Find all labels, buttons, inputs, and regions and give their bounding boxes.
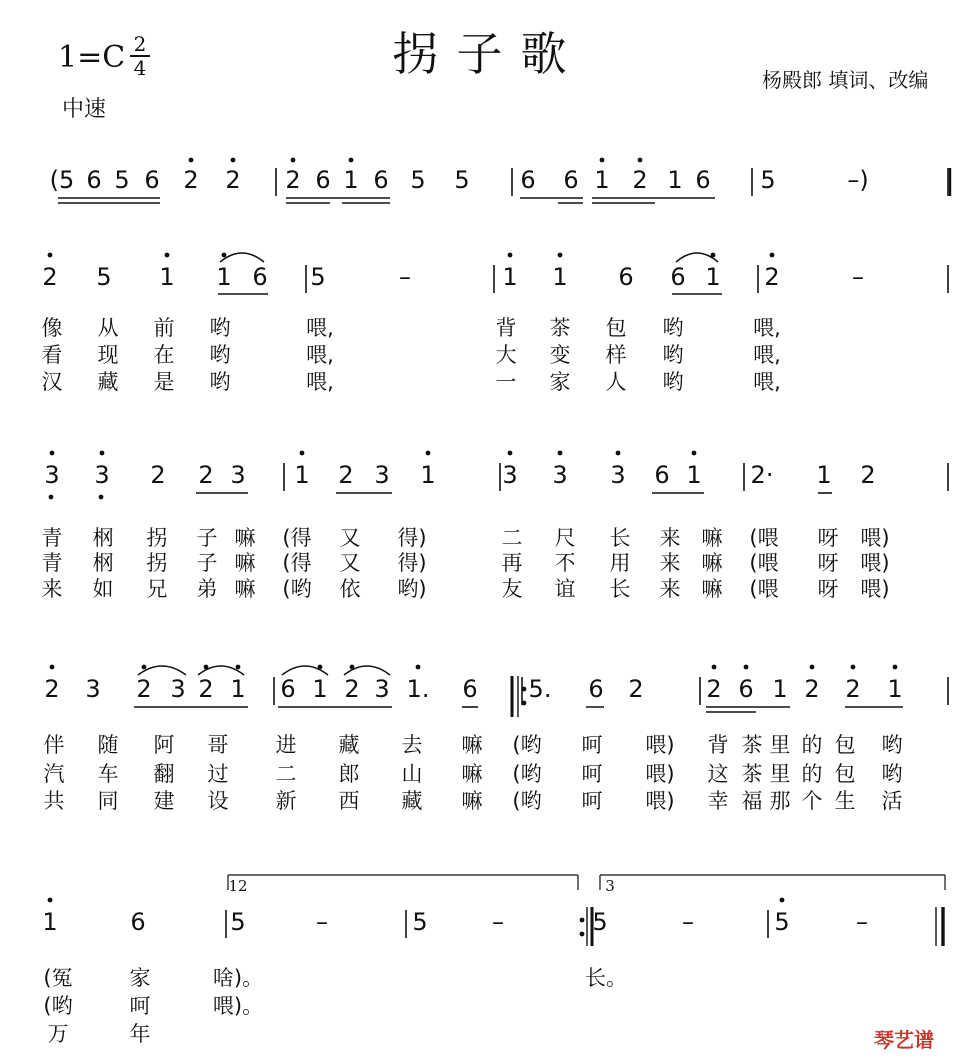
lyric-syllable: 喂) (860, 551, 890, 575)
note: 6 (144, 166, 160, 194)
note: 2 (845, 675, 861, 703)
high-octave-dot (558, 253, 563, 258)
lyric-syllable: 喂, (306, 316, 334, 340)
high-octave-dot (165, 253, 170, 258)
note: 3 (94, 461, 110, 489)
volta-label-1: 12 (228, 877, 248, 895)
lyric-syllable: 进 (275, 733, 297, 757)
lyric-syllable: 哟 (209, 343, 231, 367)
lyric-syllable: (得 (282, 551, 312, 575)
note: 1 (502, 263, 518, 291)
lyric-syllable: 样 (605, 343, 627, 367)
note: 6 (670, 263, 686, 291)
note: – (492, 908, 504, 936)
lyric-syllable: 来 (659, 526, 681, 550)
high-octave-dot (712, 665, 717, 670)
high-octave-dot (508, 253, 513, 258)
high-octave-dot (770, 253, 775, 258)
lyric-syllable: 一 (495, 370, 517, 394)
lyric-syllable: 建 (153, 789, 175, 813)
note: 2 (198, 675, 214, 703)
high-octave-dot (300, 451, 305, 456)
lyric-syllable: 呵 (581, 762, 603, 786)
lyric-syllable: (冤 (43, 966, 73, 990)
lyric-syllable: 背 (707, 733, 729, 757)
low-octave-dot (49, 495, 54, 500)
lyric-syllable: 呀 (817, 526, 839, 550)
note: 6 (654, 461, 670, 489)
lyric-syllable: 青 (41, 526, 63, 550)
note: 1. (406, 675, 430, 703)
high-octave-dot (810, 665, 815, 670)
repeat-dot (580, 932, 585, 937)
lyric-syllable: 嘛 (461, 789, 483, 813)
note: 1 (420, 461, 436, 489)
high-octave-dot (291, 158, 296, 163)
lyric-syllable: 新 (275, 789, 297, 813)
lyric-syllable: 嘛 (234, 526, 256, 550)
note: 2 (150, 461, 166, 489)
note: 1 (343, 166, 359, 194)
high-octave-dot (508, 451, 513, 456)
lyric-syllable: 喂)。 (212, 994, 264, 1018)
note: 3 (610, 461, 626, 489)
lyric-syllable: 去 (401, 733, 423, 757)
lyric-syllable: 变 (549, 343, 571, 367)
song-title: 拐子歌 (392, 27, 585, 81)
lyric-syllable: 包 (605, 316, 627, 340)
high-octave-dot (100, 451, 105, 456)
note: 3 (44, 461, 60, 489)
lyric-syllable: 长。 (585, 966, 627, 990)
lyric-syllable: 兄 (146, 577, 168, 601)
lyric-syllable: (哟 (512, 733, 542, 757)
lyric-syllable: 弟 (196, 577, 218, 601)
lyric-syllable: 车 (97, 762, 119, 786)
watermark-text: 琴艺谱 (874, 1028, 934, 1052)
note: 5 (230, 908, 246, 936)
note: 2 (344, 675, 360, 703)
note: 1 (230, 675, 246, 703)
lyric-syllable: 山 (401, 762, 423, 786)
lyric-syllable: 子 (196, 551, 218, 575)
high-octave-dot (638, 158, 643, 163)
lyric-syllable: 藏 (401, 789, 423, 813)
note: (5 (49, 166, 75, 194)
lyric-syllable: 的 (801, 733, 823, 757)
lyric-syllable: 同 (97, 789, 119, 813)
note: – (316, 908, 328, 936)
note: 6 (130, 908, 146, 936)
lyric-syllable: 藏 (338, 733, 360, 757)
note: 2 (225, 166, 241, 194)
lyric-syllable: 喂, (753, 343, 781, 367)
lyric-syllable: 家 (549, 370, 571, 394)
note: 1 (667, 166, 683, 194)
high-octave-dot (558, 451, 563, 456)
lyric-syllable: 又 (339, 526, 361, 550)
note: – (682, 908, 694, 936)
note: 6 (373, 166, 389, 194)
lyric-syllable: 人 (605, 370, 627, 394)
lyric-syllable: 是 (153, 370, 175, 394)
note: 5 (96, 263, 112, 291)
high-octave-dot (744, 665, 749, 670)
lyric-syllable: 得) (397, 551, 427, 575)
lyric-syllable: 随 (97, 733, 119, 757)
note: 3 (374, 461, 390, 489)
note: 5. (528, 675, 552, 703)
lyric-syllable: (得 (282, 526, 312, 550)
note: 2 (183, 166, 199, 194)
lyric-syllable: 哟 (881, 733, 903, 757)
note: 2 (764, 263, 780, 291)
lyric-syllable: 活 (881, 789, 903, 813)
note: 2 (628, 675, 644, 703)
note: 2 (285, 166, 301, 194)
lyric-syllable: 哟 (662, 343, 684, 367)
note: 5 (760, 166, 776, 194)
lyric-syllable: 嘛 (461, 733, 483, 757)
lyric-syllable: 汽 (43, 762, 65, 786)
repeat-dot (522, 687, 527, 692)
note: 1 (552, 263, 568, 291)
lyric-syllable: 嘛 (701, 551, 723, 575)
lyric-syllable: (哟 (512, 762, 542, 786)
note: 2 (136, 675, 152, 703)
lyric-syllable: 二 (275, 762, 297, 786)
note: – (856, 908, 868, 936)
lyric-syllable: 茶 (741, 762, 763, 786)
lyric-syllable: 喂) (645, 762, 675, 786)
repeat-dot (580, 918, 585, 923)
lyric-syllable: 哟) (397, 577, 427, 601)
lyric-syllable: 呵 (129, 994, 151, 1018)
lyric-syllable: 嘛 (701, 526, 723, 550)
lyric-syllable: 二 (501, 526, 523, 550)
note: 3 (502, 461, 518, 489)
lyric-syllable: 共 (43, 789, 65, 813)
lyric-syllable: 谊 (554, 577, 576, 601)
note: 3 (552, 461, 568, 489)
lyric-syllable: 家 (129, 966, 151, 990)
lyric-syllable: 来 (659, 577, 681, 601)
note: 6 (462, 675, 478, 703)
lyric-syllable: 在 (153, 343, 175, 367)
lyric-syllable: 青 (41, 551, 63, 575)
high-octave-dot (48, 898, 53, 903)
high-octave-dot (426, 451, 431, 456)
high-octave-dot (50, 451, 55, 456)
note: 1 (42, 908, 58, 936)
lyric-syllable: 依 (339, 577, 361, 601)
note: 5 (774, 908, 790, 936)
time-signature-bottom: 4 (133, 56, 147, 80)
slur (220, 253, 264, 262)
note: – (399, 263, 411, 291)
lyric-syllable: 大 (495, 343, 517, 367)
lyric-syllable: 㭎 (92, 526, 114, 550)
lyric-syllable: 郎 (338, 762, 360, 786)
high-octave-dot (189, 158, 194, 163)
note: 2 (804, 675, 820, 703)
lyric-syllable: 幸 (707, 789, 729, 813)
note: 6 (738, 675, 754, 703)
note: 5 (114, 166, 130, 194)
lyric-syllable: 呵 (581, 733, 603, 757)
lyric-syllable: 哟 (662, 370, 684, 394)
note: 1 (216, 263, 232, 291)
note: 6 (86, 166, 102, 194)
note: 3 (85, 675, 101, 703)
lyric-syllable: 福 (741, 789, 763, 813)
note: 6 (520, 166, 536, 194)
high-octave-dot (142, 665, 147, 670)
high-octave-dot (416, 665, 421, 670)
lyric-syllable: 嘛 (461, 762, 483, 786)
lyric-syllable: 㭎 (92, 551, 114, 575)
lyric-syllable: 藏 (97, 370, 119, 394)
low-octave-dot (99, 495, 104, 500)
lyric-syllable: 呀 (817, 577, 839, 601)
note: 3 (170, 675, 186, 703)
lyric-syllable: 喂) (645, 733, 675, 757)
lyric-syllable: 来 (41, 577, 63, 601)
note: 6 (280, 675, 296, 703)
note: 2· (750, 461, 774, 489)
lyric-syllable: 呵 (581, 789, 603, 813)
note: 2 (338, 461, 354, 489)
lyric-syllable: 设 (207, 789, 229, 813)
lyric-syllable: 年 (129, 1022, 151, 1046)
note: 2 (198, 461, 214, 489)
lyric-syllable: 再 (501, 551, 523, 575)
lyric-syllable: 背 (495, 316, 517, 340)
high-octave-dot (893, 665, 898, 670)
lyric-syllable: 来 (659, 551, 681, 575)
lyric-syllable: 拐 (146, 526, 168, 550)
lyric-syllable: 里 (769, 762, 791, 786)
note: 1 (887, 675, 903, 703)
note: 5 (412, 908, 428, 936)
lyric-syllable: 喂, (753, 316, 781, 340)
lyric-syllable: 里 (769, 733, 791, 757)
lyric-syllable: 从 (97, 316, 119, 340)
high-octave-dot (231, 158, 236, 163)
high-octave-dot (222, 253, 227, 258)
note: 2 (706, 675, 722, 703)
high-octave-dot (780, 898, 785, 903)
lyric-syllable: 茶 (741, 733, 763, 757)
note: 6 (588, 675, 604, 703)
lyric-syllable: 喂, (753, 370, 781, 394)
note: 2 (860, 461, 876, 489)
lyric-syllable: 喂) (860, 526, 890, 550)
lyric-syllable: 又 (339, 551, 361, 575)
lyric-syllable: 得) (397, 526, 427, 550)
lyric-syllable: (喂 (749, 577, 779, 601)
time-signature-top: 2 (133, 32, 147, 56)
note: 1 (816, 461, 832, 489)
note: 1 (686, 461, 702, 489)
lyric-syllable: 嘛 (234, 551, 256, 575)
lyric-syllable: 啥)。 (212, 966, 264, 990)
tempo-marking: 中速 (62, 97, 107, 122)
note: 6 (252, 263, 268, 291)
note: 6 (618, 263, 634, 291)
note: 1 (705, 263, 721, 291)
lyric-syllable: 友 (501, 577, 523, 601)
lyric-syllable: 汉 (41, 370, 63, 394)
lyric-syllable: 包 (834, 762, 856, 786)
lyric-syllable: 喂, (306, 343, 334, 367)
note: 1 (772, 675, 788, 703)
lyric-syllable: 阿 (153, 733, 175, 757)
note: 2 (42, 263, 58, 291)
lyric-syllable: 现 (97, 343, 119, 367)
lyric-syllable: 哟 (881, 762, 903, 786)
lyric-syllable: 包 (834, 733, 856, 757)
note: 5 (410, 166, 426, 194)
note: 3 (374, 675, 390, 703)
high-octave-dot (616, 451, 621, 456)
note: 1 (294, 461, 310, 489)
lyric-syllable: 喂) (860, 577, 890, 601)
lyric-syllable: 翻 (153, 762, 175, 786)
lyric-syllable: 前 (153, 316, 175, 340)
key-signature: 1=C (58, 40, 126, 75)
lyric-syllable: 长 (609, 526, 631, 550)
lyric-syllable: 像 (41, 316, 63, 340)
note: 3 (230, 461, 246, 489)
lyric-syllable: 喂) (645, 789, 675, 813)
lyric-syllable: 呀 (817, 551, 839, 575)
high-octave-dot (600, 158, 605, 163)
note: 1 (312, 675, 328, 703)
lyric-syllable: 哥 (207, 733, 229, 757)
lyric-syllable: (哟 (282, 577, 312, 601)
watermark-logo (874, 1024, 934, 1053)
lyric-syllable: 个 (801, 789, 823, 813)
repeat-dot (522, 701, 527, 706)
high-octave-dot (48, 253, 53, 258)
lyric-syllable: 哟 (209, 316, 231, 340)
lyric-syllable: 茶 (549, 316, 571, 340)
lyric-syllable: 生 (834, 789, 856, 813)
lyric-syllable: 哟 (662, 316, 684, 340)
lyric-syllable: 的 (801, 762, 823, 786)
lyric-syllable: 那 (769, 789, 791, 813)
lyric-syllable: 拐 (146, 551, 168, 575)
note: 6 (563, 166, 579, 194)
lyric-syllable: 子 (196, 526, 218, 550)
note: 2 (632, 166, 648, 194)
lyric-syllable: (哟 (512, 789, 542, 813)
high-octave-dot (851, 665, 856, 670)
note: 2 (44, 675, 60, 703)
lyric-syllable: 这 (707, 762, 729, 786)
note: 6 (695, 166, 711, 194)
lyric-syllable: 哟 (209, 370, 231, 394)
lyricist-credit: 杨殿郎 填词、改编 (762, 68, 929, 92)
lyric-syllable: 万 (47, 1022, 69, 1046)
lyric-syllable: (喂 (749, 551, 779, 575)
note: 6 (315, 166, 331, 194)
lyric-syllable: 不 (554, 551, 576, 575)
lyric-syllable: 喂, (306, 370, 334, 394)
volta-label-2: 3 (605, 877, 615, 895)
lyric-syllable: (哟 (43, 994, 73, 1018)
lyric-syllable: (喂 (749, 526, 779, 550)
lyric-syllable: 过 (207, 762, 229, 786)
lyric-syllable: 嘛 (701, 577, 723, 601)
note: – (852, 263, 864, 291)
note: 1 (159, 263, 175, 291)
lyric-syllable: 长 (609, 577, 631, 601)
lyric-syllable: 尺 (554, 526, 576, 550)
high-octave-dot (50, 665, 55, 670)
high-octave-dot (692, 451, 697, 456)
lyric-syllable: 西 (338, 789, 360, 813)
lyric-syllable: 用 (609, 551, 631, 575)
note: 5 (454, 166, 470, 194)
lyric-syllable: 看 (41, 343, 63, 367)
high-octave-dot (236, 665, 241, 670)
high-octave-dot (349, 158, 354, 163)
note: 1 (594, 166, 610, 194)
lyric-syllable: 如 (92, 577, 114, 601)
lyric-syllable: 嘛 (234, 577, 256, 601)
note: –) (847, 166, 869, 194)
note: 5 (592, 908, 608, 936)
note: 5 (310, 263, 326, 291)
lyric-syllable: 伴 (43, 733, 65, 757)
